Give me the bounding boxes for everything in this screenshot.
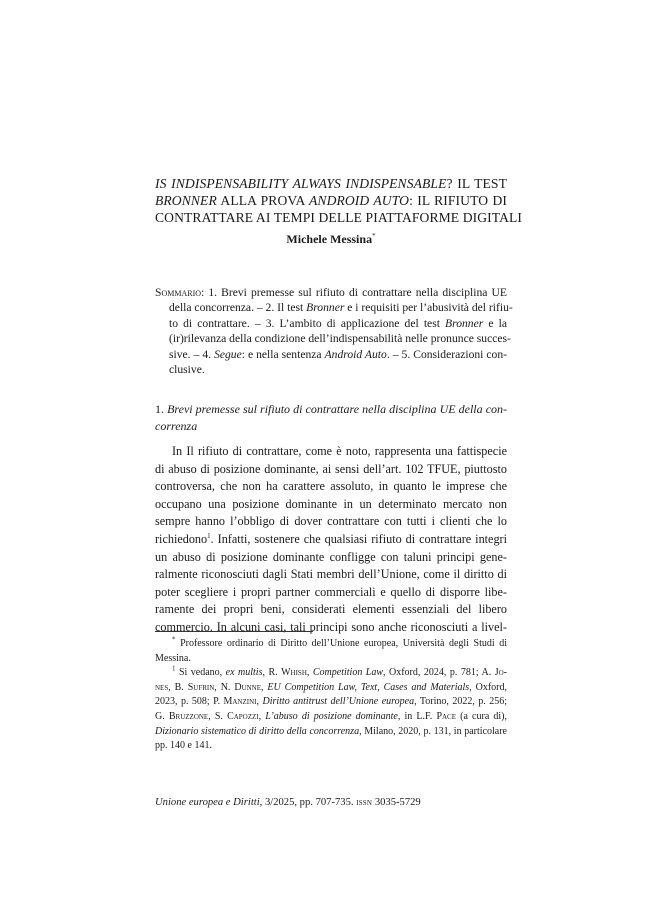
footnote-text: , Torino, 2022, p. 256; [414, 696, 507, 708]
summary-text: della concorrenza. – 2. Il test [169, 301, 307, 315]
title-line-1 [155, 175, 507, 192]
journal-name: Unione europea e Diritti [155, 797, 260, 808]
footnote-text: , Milano, 2020, p. 131, in particolare [359, 725, 507, 737]
section-heading-line [155, 418, 507, 435]
footnote-text: , [306, 667, 313, 679]
body-line: di abuso di posizione dominante, ai sensi dell’art. 102 TFUE, piuttosto [155, 461, 507, 476]
footnote-separator [155, 631, 313, 632]
summary-italic: Android Auto [324, 347, 387, 361]
issn-number: 3035-5729 [372, 797, 421, 808]
title-text: : IL RIFIUTO DI [409, 193, 507, 208]
author-footnote-marker: * [372, 232, 376, 240]
footnote-italic: L’abuso di posizione dominante [265, 710, 398, 722]
footnote-line [155, 666, 507, 681]
body-line: commercio. In alcuni casi, tali principi sono anche riconosciuti a livel- [155, 619, 507, 634]
footnote-text: , B. [168, 681, 188, 693]
footnote-ref[interactable]: 1 [207, 531, 211, 540]
footnote-line: Messina. [155, 652, 191, 664]
summary [155, 285, 513, 377]
footnote-marker: * [172, 635, 176, 644]
footnote-marker: 1 [172, 664, 176, 673]
body-line [155, 531, 507, 549]
footnote-italic: Competition Law [312, 667, 384, 679]
summary-text: e i requisiti per l’abusività del rifiu- [344, 301, 513, 315]
footnote-text: , Oxford, 2024, p. 781; A. [383, 667, 495, 679]
section-heading [155, 401, 507, 435]
summary-line: (ir)rilevanza della condizione dell’indispensabilità nelle pronunce succes- [169, 332, 511, 346]
issn-label: issn [356, 797, 373, 808]
footnote-author: Manzini [223, 696, 257, 708]
summary-text: sive. – 4. [169, 347, 215, 361]
summary-text: : e nella sentenza [241, 347, 325, 361]
author [155, 232, 507, 247]
title-line-2 [155, 192, 507, 209]
footnote-author: Whish [281, 667, 307, 679]
body-line: controversa, che non ha carattere assoluto, in quanto le imprese che [155, 479, 507, 494]
summary-line [155, 300, 513, 315]
footnote-line [155, 710, 507, 725]
summary-italic: Bronner [306, 301, 345, 315]
summary-italic: Bronner [445, 316, 484, 330]
body-line: sempre hanno l’obbligo di dover contrattare con tutti i clienti che lo [155, 514, 507, 529]
summary-text: e la [483, 316, 507, 330]
footnote-text: , in L.F. [397, 710, 437, 722]
issue-info: , 3/2025, pp. 707-735. [259, 797, 357, 808]
title-italic-part: BRONNER [155, 193, 217, 208]
footnote-text: G. [155, 710, 169, 722]
footnote-line [155, 681, 507, 696]
summary-line [155, 285, 507, 300]
footnote-author: Bruzzone [168, 710, 209, 722]
footnote-line [155, 695, 507, 710]
footnote-author: nes [155, 681, 169, 693]
page-footer [155, 797, 507, 808]
footnote-text: , S. [208, 710, 228, 722]
footnote-text: 2023, p. 508; P. [155, 696, 224, 708]
author-name: Michele Messina [286, 232, 373, 246]
summary-line: clusive. [169, 363, 205, 377]
footnote-author: Pace [436, 710, 456, 722]
summary-text: : 1. Brevi premesse sul rifiuto di contrattare nella disciplina UE [201, 286, 507, 299]
body-line: poter scegliere i propri partner commerciali e quello di disporre libe- [155, 584, 507, 599]
footnotes [155, 637, 507, 754]
title-text: ALLA PROVA [216, 193, 309, 208]
footnote-text: , R. [262, 667, 282, 679]
title-italic-part: IS INDISPENSABILITY ALWAYS INDISPENSABLE [155, 176, 447, 191]
body-line: In Il rifiuto di contrattare, come è noto, rappresenta una fattispecie [172, 444, 507, 458]
section-number: 1. [155, 402, 168, 416]
footnote-author: Dunne [234, 681, 262, 693]
footnote-italic: ex multis [225, 667, 263, 679]
footnote-italic: EU Competition Law, Text, Cases and Materials [267, 681, 470, 693]
summary-line [155, 347, 507, 362]
footnote-text: , N. [214, 681, 235, 693]
summary-label: Sommario [155, 286, 202, 299]
title-italic-part: ANDROID AUTO [309, 193, 410, 208]
footnote-text: Si vedano, [175, 667, 226, 679]
summary-text: . – 5. Considerazioni con- [386, 347, 507, 361]
body-line: un abuso di posizione dominante confligge con taluni principi gene- [155, 549, 507, 564]
summary-italic: Segue [214, 347, 242, 361]
footnote-author: Capozzi [227, 710, 259, 722]
body-text: . Infatti, sostenere che qualsiasi rifiuto di contrattare integri [210, 531, 507, 546]
footnote-italic: Diritto antitrust dell’Unione europea [262, 696, 415, 708]
title-line-3: CONTRATTARE AI TEMPI DELLE PIATTAFORME DIGITALI [155, 210, 523, 225]
footnote-author: Sufrin [187, 681, 215, 693]
footnote-line [155, 637, 507, 652]
footnote-text: (a cura di), [456, 710, 507, 722]
body-text: richiedono [155, 531, 208, 546]
footnote-italic: Dizionario sistematico di diritto della concorrenza [155, 725, 360, 737]
footnote-text: Professore ordinario di Diritto dell’Unione europea, Università degli Studi di [175, 638, 507, 649]
summary-text: to di contrattare. – 3. L’ambito di applicazione del test [169, 316, 446, 330]
body-line: occupano una posizione dominante in un determinato mercato non [155, 496, 507, 511]
body-paragraph [155, 443, 507, 637]
footnote-line [155, 725, 507, 740]
body-line: ramente dei propri beni, considerati elementi essenziali del libero [155, 602, 507, 617]
body-line: ralmente riconosciuti dagli Stati membri dell’Unione, come il diritto di [155, 567, 507, 582]
section-heading-line [155, 401, 507, 418]
footnote-text: , [258, 710, 266, 722]
footnote-text: , [256, 696, 263, 708]
footnote-author: Jo- [494, 667, 508, 679]
article-title [155, 175, 523, 226]
title-text: ? IL TEST [446, 176, 507, 191]
section-title: correnza [155, 419, 198, 433]
section-title: Brevi premesse sul rifiuto di contrattare nella disciplina UE della con- [167, 402, 508, 416]
footnote-text: , Oxford, [469, 681, 507, 693]
summary-line [155, 316, 507, 331]
footnote-line: pp. 140 e 141. [155, 740, 212, 752]
footnote-text: , [261, 681, 268, 693]
